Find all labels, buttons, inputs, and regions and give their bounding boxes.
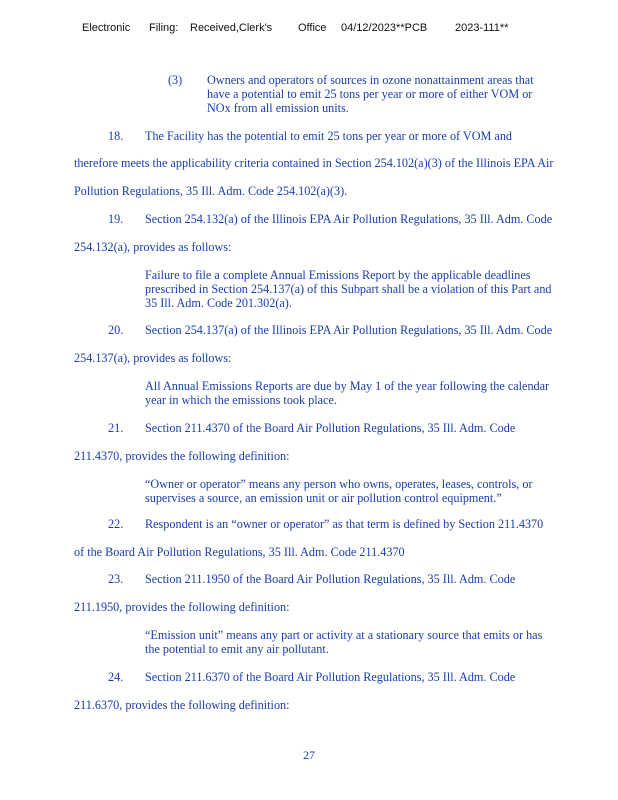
quote-line: 35 Ill. Adm. Code 201.302(a). [145,296,292,310]
quote-line: All Annual Emissions Reports are due by May 1 of the year following the calendar [145,379,550,393]
header-electronic: Electronic [82,22,131,34]
paragraph-line: Pollution Regulations, 35 Ill. Adm. Code 254.102(a)(3). [74,184,348,198]
paragraph-line: 211.1950, provides the following definition: [74,600,290,614]
paragraph-number: 24. [108,670,124,684]
paragraph-number: 19. [108,212,124,226]
item-label: (3) [168,73,183,87]
paragraph-line: 254.132(a), provides as follows: [74,240,232,254]
quote-line: “Owner or operator” means any person who owns, operates, leases, controls, or [145,477,533,491]
paragraph-line: Section 211.6370 of the Board Air Pollution Regulations, 35 Ill. Adm. Code [145,670,516,684]
paragraph-line: The Facility has the potential to emit 25 tons per year or more of VOM and [145,129,513,143]
header-office: Office [298,22,327,34]
quote-line: supervises a source, an emission unit or air pollution control equipment.” [145,491,502,505]
paragraph-line: therefore meets the applicability criteria contained in Section 254.102(a)(3) of the Illinois EPA Air [74,156,554,170]
paragraph-line: of the Board Air Pollution Regulations, 35 Ill. Adm. Code 211.4370 [74,545,405,559]
item-line: NOx from all emission units. [207,101,349,115]
paragraph-line: Respondent is an “owner or operator” as that term is defined by Section 211.4370 [145,517,544,531]
paragraph-line: Section 254.132(a) of the Illinois EPA Air Pollution Regulations, 35 Ill. Adm. Code [145,212,553,226]
paragraph-line: Section 211.1950 of the Board Air Pollution Regulations, 35 Ill. Adm. Code [145,572,516,586]
item-line: have a potential to emit 25 tons per year or more of either VOM or [207,87,533,101]
page-number: 27 [303,748,315,762]
header-received: Received,Clerk's [190,22,273,34]
paragraph-number: 23. [108,572,124,586]
paragraph-line: 211.6370, provides the following definition: [74,698,290,712]
paragraph-line: Section 254.137(a) of the Illinois EPA Air Pollution Regulations, 35 Ill. Adm. Code [145,323,553,337]
quote-line: Failure to file a complete Annual Emissions Report by the applicable deadlines [145,268,531,282]
paragraph-number: 18. [108,129,124,143]
paragraph-number: 22. [108,517,124,531]
header-filing: Filing: [149,22,179,34]
paragraph-number: 21. [108,421,124,435]
header-case: 2023-111** [455,22,509,34]
paragraph-line: Section 211.4370 of the Board Air Pollution Regulations, 35 Ill. Adm. Code [145,421,516,435]
quote-line: year in which the emissions took place. [145,393,337,407]
quote-line: prescribed in Section 254.137(a) of this Subpart shall be a violation of this Part and [145,282,552,296]
quote-line: the potential to emit any air pollutant. [145,642,329,656]
paragraph-line: 254.137(a), provides as follows: [74,351,232,365]
quote-line: “Emission unit” means any part or activity at a stationary source that emits or has [145,628,543,642]
header-date: 04/12/2023**PCB [341,22,428,34]
paragraph-number: 20. [108,323,124,337]
item-line: Owners and operators of sources in ozone nonattainment areas that [207,73,534,87]
paragraph-line: 211.4370, provides the following definition: [74,449,290,463]
